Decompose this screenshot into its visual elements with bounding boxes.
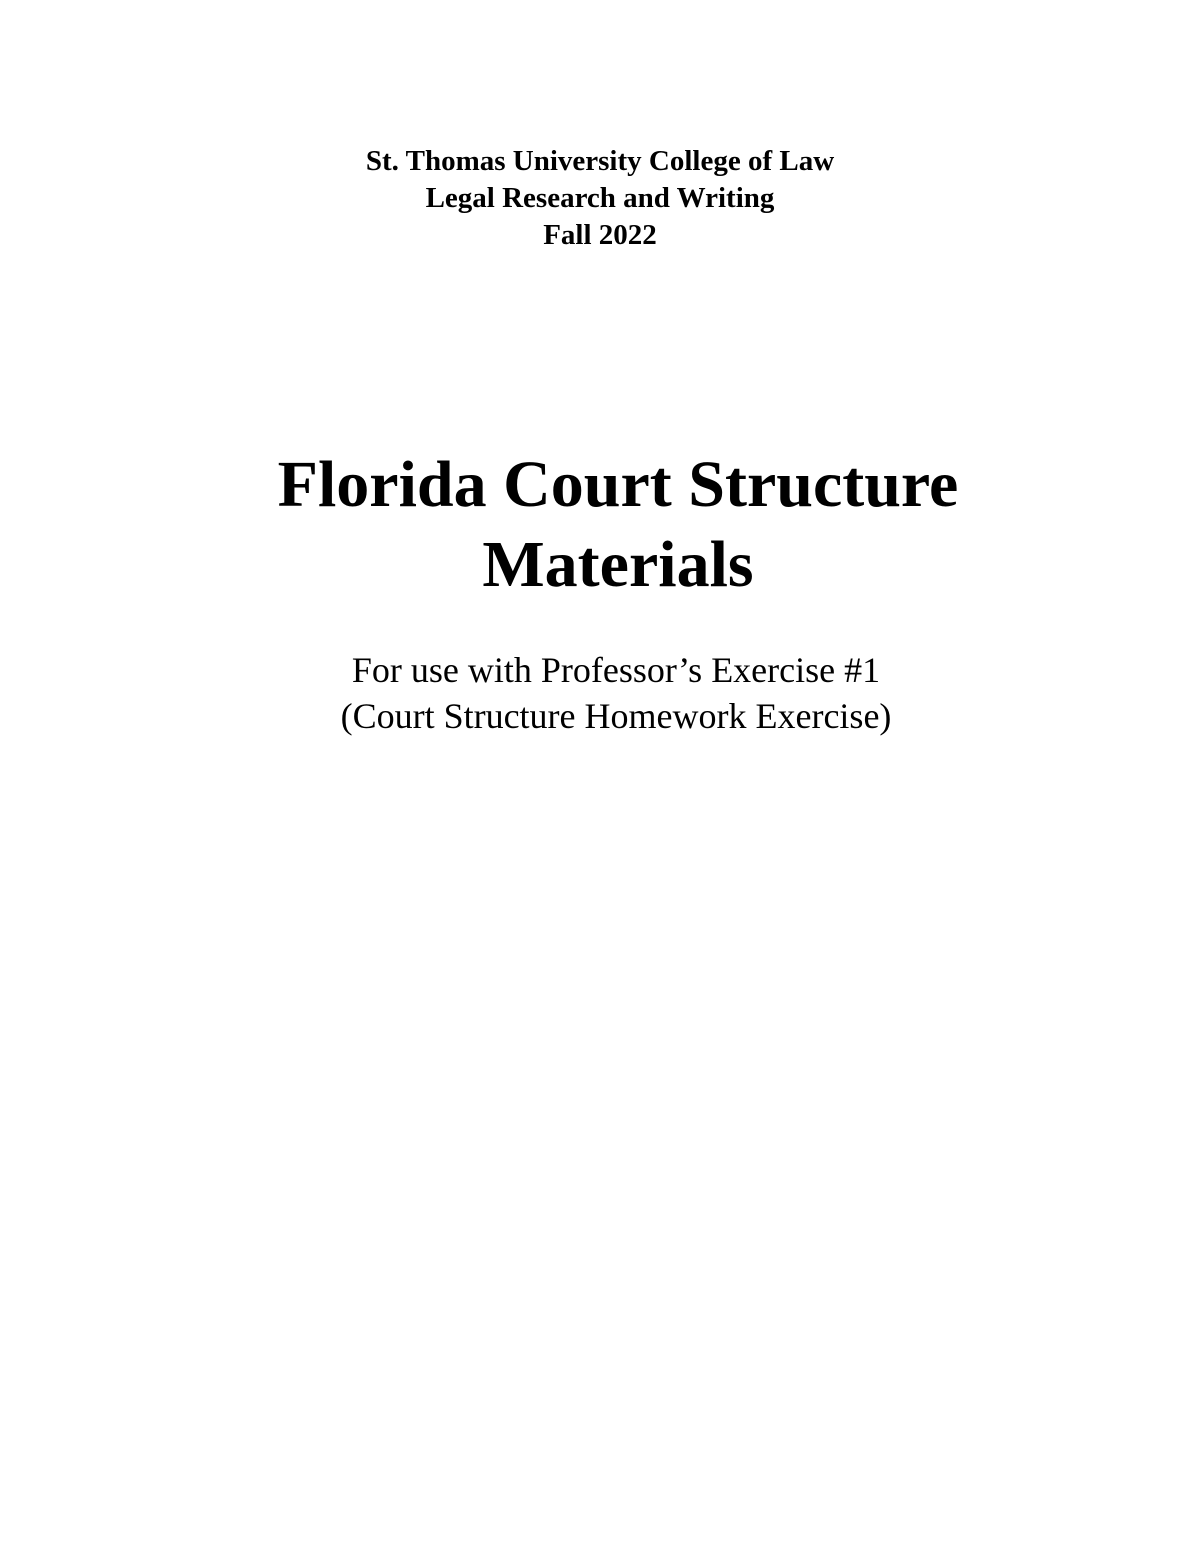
institution-name: St. Thomas University College of Law: [365, 145, 835, 177]
term: Fall 2022: [543, 219, 657, 251]
document-header: [0, 143, 1200, 254]
course-name: Legal Research and Writing: [425, 182, 775, 214]
subtitle-line-1: For use with Professor’s Exercise #1: [351, 650, 881, 690]
title-line-1: Florida Court Structure: [277, 448, 959, 521]
document-title: [0, 445, 1200, 605]
title-line-2: Materials: [482, 528, 754, 601]
subtitle-line-2: (Court Structure Homework Exercise): [340, 696, 892, 736]
document-subtitle: [0, 647, 1200, 739]
